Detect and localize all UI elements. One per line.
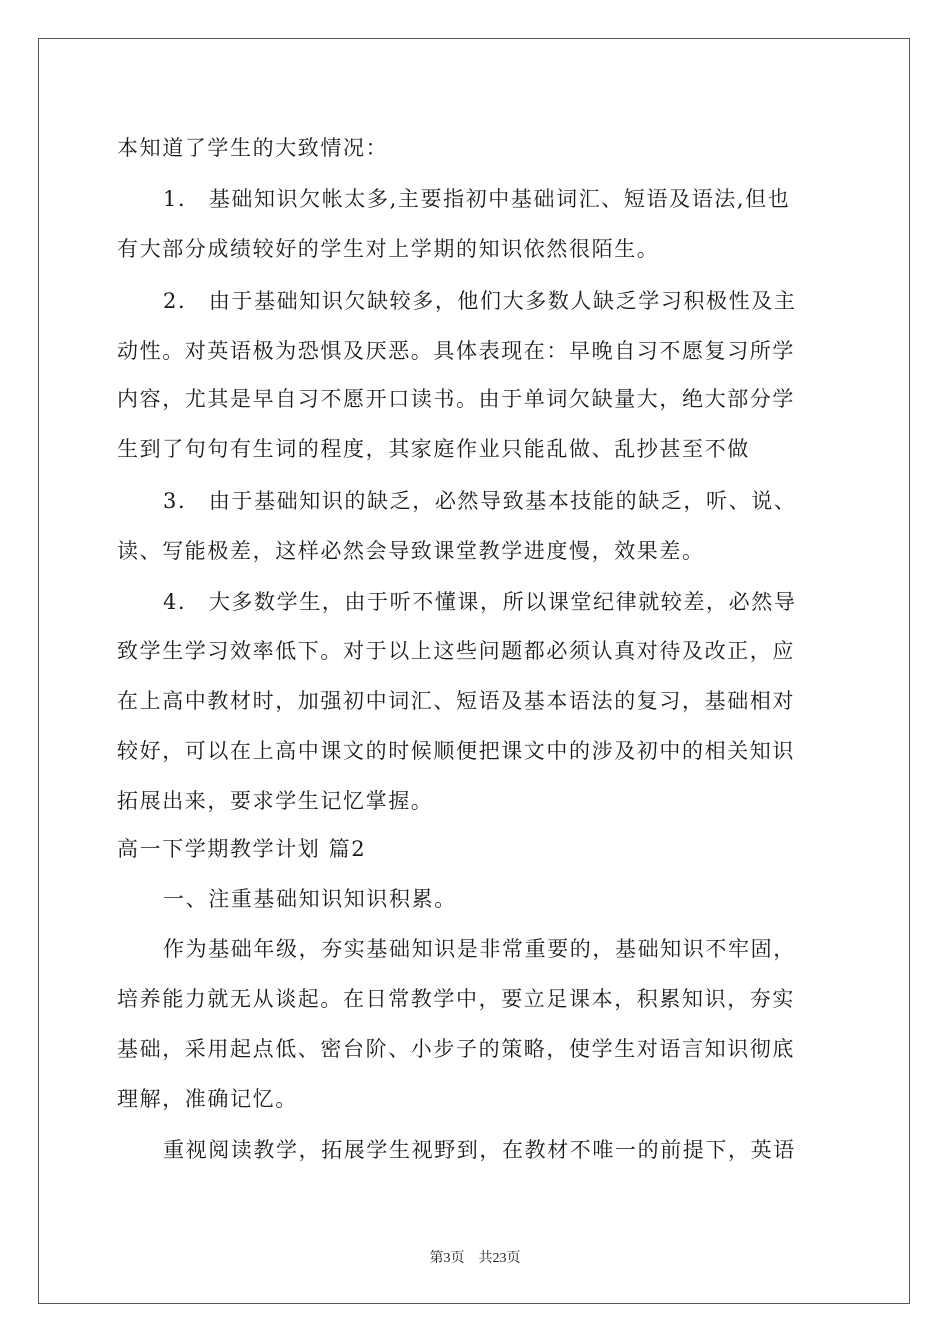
page-footer xyxy=(0,1247,950,1267)
text-line: 内容，尤其是早自习不愿开口读书。由于单词欠缺量大，绝大部分学 xyxy=(117,387,795,411)
text-line: 1． 基础知识欠帐太多,主要指初中基础词汇、短语及语法,但也 xyxy=(163,187,791,211)
text-line: 较好，可以在上高中课文的时候顺便把课文中的涉及初中的相关知识 xyxy=(117,739,795,763)
section-heading: 高一下学期教学计划 篇2 xyxy=(117,837,367,861)
page-number: 第3页 xyxy=(429,1251,465,1266)
text-line: 3． 由于基础知识的缺乏，必然导致基本技能的缺乏，听、说、 xyxy=(163,489,797,513)
text-line: 2． 由于基础知识欠缺较多，他们大多数人缺乏学习积极性及主 xyxy=(163,289,797,313)
text-line: 培养能力就无从谈起。在日常教学中，要立足课本，积累知识，夯实 xyxy=(117,987,795,1011)
text-line: 本知道了学生的大致情况： xyxy=(117,136,389,160)
text-line: 一、注重基础知识知识积累。 xyxy=(163,887,457,911)
text-line: 读、写能极差，这样必然会导致课堂教学进度慢，效果差。 xyxy=(117,539,705,563)
text-line: 动性。对英语极为恐惧及厌恶。具体表现在：早晚自习不愿复习所学 xyxy=(117,339,795,363)
text-line: 重视阅读教学，拓展学生视野到，在教材不唯一的前提下，英语 xyxy=(163,1138,796,1162)
text-line: 生到了句句有生词的程度，其家庭作业只能乱做、乱抄甚至不做 xyxy=(117,437,750,461)
text-line: 作为基础年级，夯实基础知识是非常重要的，基础知识不牢固， xyxy=(163,937,796,961)
text-line: 拓展出来，要求学生记忆掌握。 xyxy=(117,789,434,813)
text-line: 4． 大多数学生，由于听不懂课，所以课堂纪律就较差，必然导 xyxy=(163,590,797,614)
text-line: 基础，采用起点低、密台阶、小步子的策略，使学生对语言知识彻底 xyxy=(117,1037,795,1061)
text-line: 在上高中教材时，加强初中词汇、短语及基本语法的复习，基础相对 xyxy=(117,689,795,713)
page-total: 共23页 xyxy=(478,1251,521,1266)
text-line: 致学生学习效率低下。对于以上这些问题都必须认真对待及改正，应 xyxy=(117,639,795,663)
page-border xyxy=(38,38,910,1304)
text-line: 理解，准确记忆。 xyxy=(117,1087,298,1111)
text-line: 有大部分成绩较好的学生对上学期的知识依然很陌生。 xyxy=(117,237,660,261)
